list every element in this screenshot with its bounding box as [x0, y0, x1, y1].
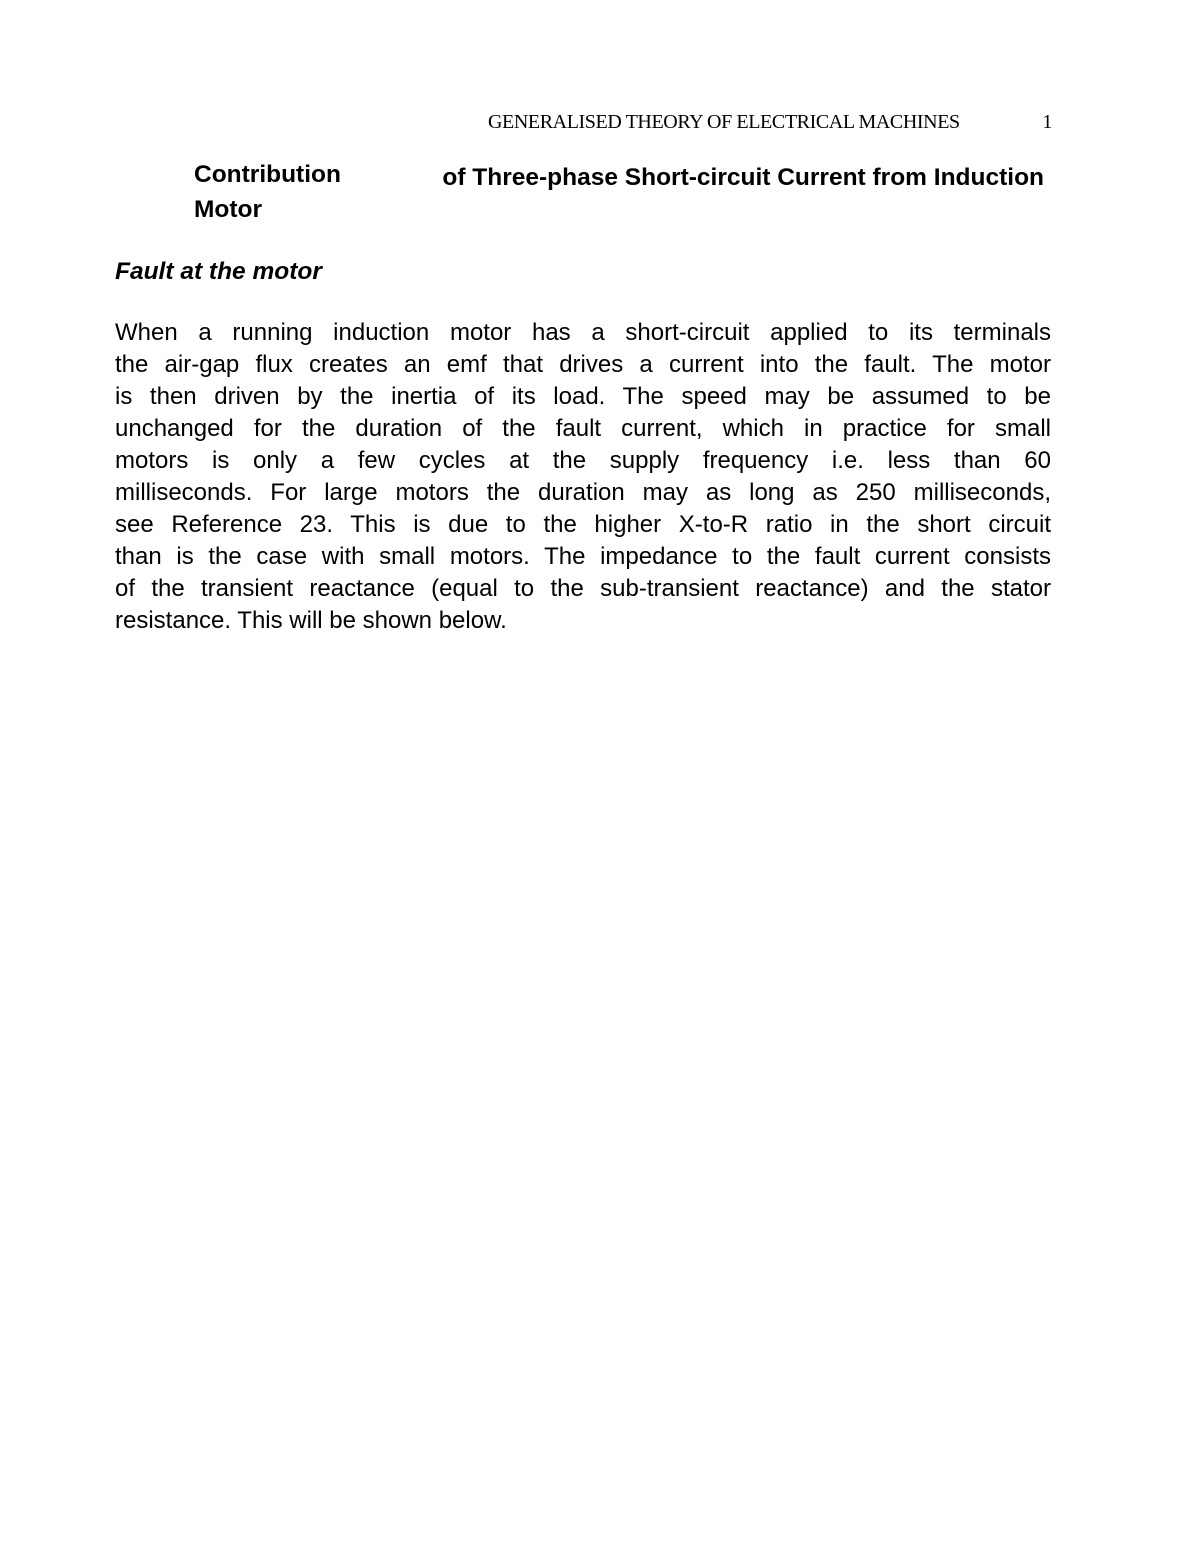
paragraph-line: see Reference 23. This is due to the higher X-to-R ratio in the short circuit — [115, 511, 1051, 538]
title-line-1-rest: of Three-phase Short-circuit Current from Induction — [442, 164, 1044, 191]
document-title — [194, 162, 1044, 226]
section-heading: Fault at the motor — [115, 258, 322, 285]
running-header-title: GENERALISED THEORY OF ELECTRICAL MACHINES — [488, 111, 960, 133]
body-paragraph — [115, 317, 1051, 637]
paragraph-line: milliseconds. For large motors the duration may as long as 250 milliseconds, — [115, 479, 1051, 506]
running-header — [488, 110, 1052, 134]
paragraph-line: than is the case with small motors. The impedance to the fault current consists — [115, 543, 1051, 570]
page-number: 1 — [1042, 111, 1052, 133]
paragraph-line: is then driven by the inertia of its load. The speed may be assumed to be — [115, 383, 1051, 410]
paragraph-line: When a running induction motor has a short-circuit applied to its terminals — [115, 319, 1051, 346]
title-line-1 — [194, 162, 1044, 194]
paragraph-line: resistance. This will be shown below. — [115, 607, 507, 634]
title-line-2: Motor — [194, 196, 263, 223]
paragraph-line: unchanged for the duration of the fault current, which in practice for small — [115, 415, 1051, 442]
paragraph-line: motors is only a few cycles at the supply frequency i.e. less than 60 — [115, 447, 1051, 474]
paragraph-line: of the transient reactance (equal to the sub-transient reactance) and the stator — [115, 575, 1051, 602]
paragraph-line: the air-gap flux creates an emf that drives a current into the fault. The motor — [115, 351, 1051, 378]
title-first-word: Contribution — [194, 161, 341, 188]
